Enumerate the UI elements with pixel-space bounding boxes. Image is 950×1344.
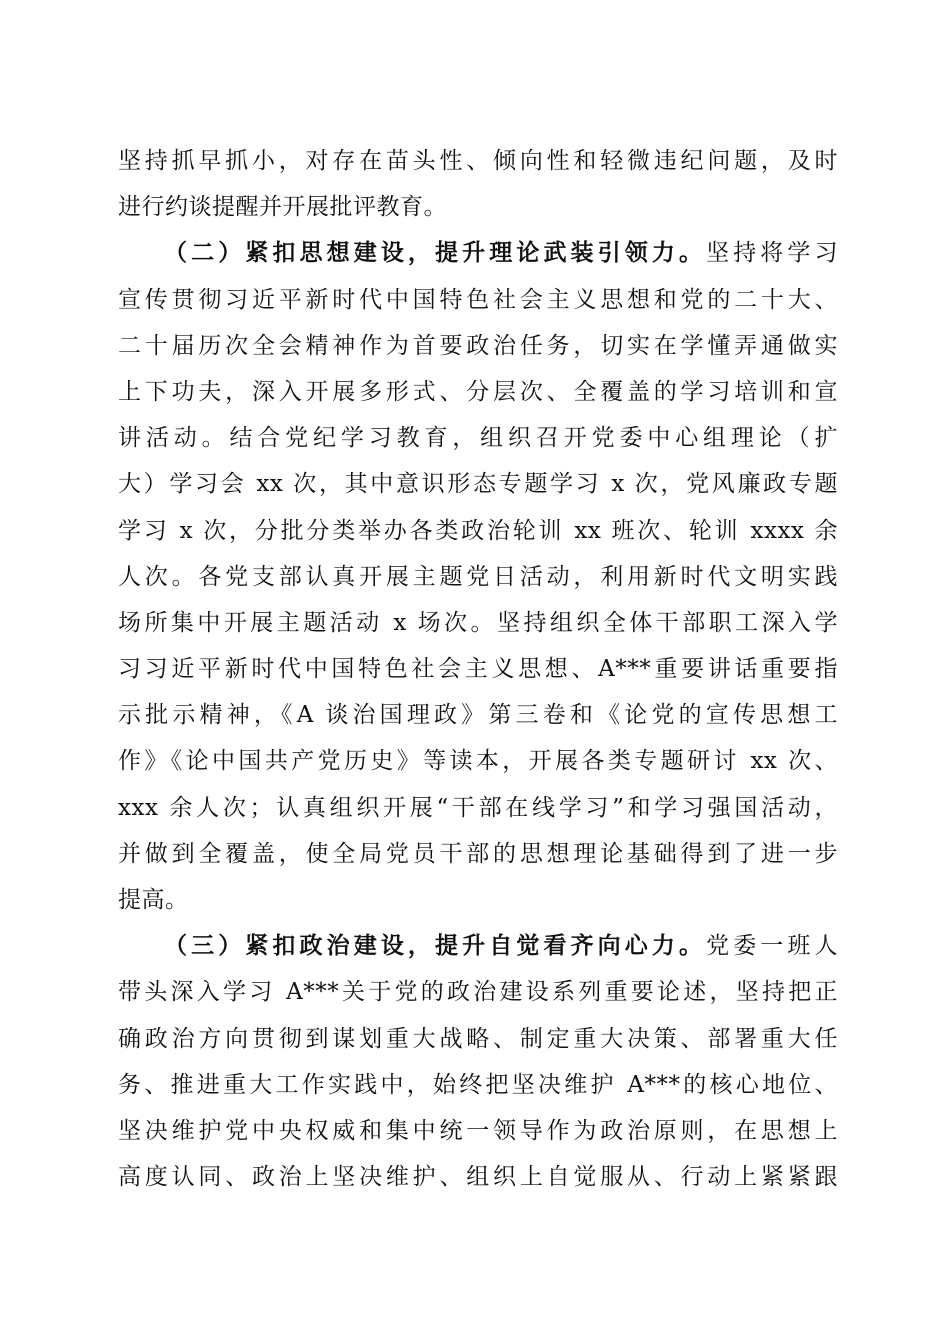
text-line: 宣传贯彻习近平新时代中国特色社会主义思想和党的二十大、 <box>118 286 838 313</box>
text-line: 进行约谈提醒并开展批评教育。 <box>118 194 447 221</box>
text-line: 场所集中开展主题活动 x 场次。坚持组织全体干部职工深入学 <box>118 609 838 636</box>
text-line: 坚持抓早抓小，对存在苗头性、倾向性和轻微违纪问题，及时 <box>118 148 838 174</box>
paragraph-2 <box>118 230 838 923</box>
text-line: 高度认同、政治上坚决维护、组织上自觉服从、行动上紧紧跟 <box>118 1164 838 1191</box>
paragraph-3 <box>118 923 838 1200</box>
text-line: 二十届历次全会精神作为首要政治任务，切实在学懂弄通做实 <box>118 332 838 359</box>
text-line: 带头深入学习 A***关于党的政治建设系列重要论述，坚持把正 <box>118 979 838 1006</box>
document-body <box>118 138 838 1200</box>
text-line: 示批示精神，《A 谈治国理政》第三卷和《论党的宣传思想工 <box>118 702 838 729</box>
text-line: 学习 x 次，分批分类举办各类政治轮训 xx 班次、轮训 xxxx 余 <box>118 517 838 544</box>
text-line: 坚决维护党中央权威和集中统一领导作为政治原则，在思想上 <box>118 1117 838 1144</box>
paragraph-first-line <box>118 230 838 276</box>
section-heading-2: （二）紧扣思想建设，提升理论武装引领力。 <box>164 239 707 267</box>
text-line: 务、推进重大工作实践中，始终把坚决维护 A***的核心地位、 <box>118 1071 838 1098</box>
text-line: xxx 余人次；认真组织开展“干部在线学习”和学习强国活动， <box>118 794 838 821</box>
text-line: 作》《论中国共产党历史》等读本，开展各类专题研讨 xx 次、 <box>118 748 838 775</box>
paragraph-first-line <box>118 923 838 969</box>
text-line: 并做到全覆盖，使全局党员干部的思想理论基础得到了进一步 <box>118 840 838 867</box>
section-heading-3: （三）紧扣政治建设，提升自觉看齐向心力。 <box>164 932 707 960</box>
text-line: 习习近平新时代中国特色社会主义思想、A***重要讲话重要指 <box>118 656 838 683</box>
text-line: 提高。 <box>118 887 189 913</box>
text-line: 讲活动。结合党纪学习教育，组织召开党委中心组理论（扩 <box>118 425 838 452</box>
text-run: 党委一班人 <box>706 933 839 960</box>
paragraph-1 <box>118 138 838 230</box>
text-run: 坚持将学习 <box>706 240 839 267</box>
text-line: 上下功夫，深入开展多形式、分层次、全覆盖的学习培训和宣 <box>118 378 838 405</box>
text-line: 确政治方向贯彻到谋划重大战略、制定重大决策、部署重大任 <box>118 1025 838 1052</box>
text-line: 大）学习会 xx 次，其中意识形态专题学习 x 次，党风廉政专题 <box>118 471 838 498</box>
text-line: 人次。各党支部认真开展主题党日活动，利用新时代文明实践 <box>118 563 838 590</box>
